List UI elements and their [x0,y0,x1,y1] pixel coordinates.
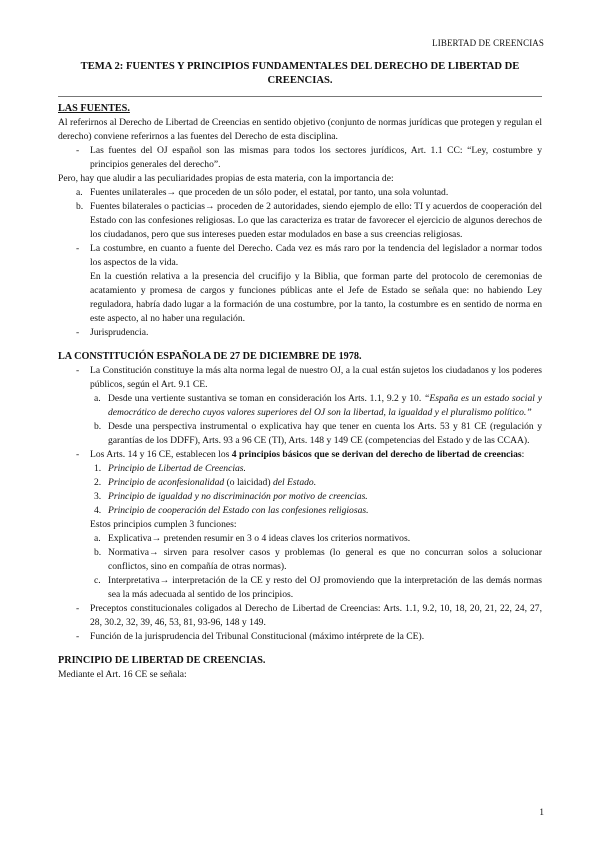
list-item [58,364,542,392]
list-item [58,546,542,574]
letter-marker: b. [94,421,102,432]
paragraph: En la cuestión relativa a la presencia del crucifijo y la Biblia, que forman parte del protocolo de ceremonias de acatamiento y promesa de cargos y funciones públicas ante el Jefe de Estado se señala que: no habiendo Ley reguladora, habría dado lugar a la formación de una costumbre, por la tanto, la costumbre es en sentido de norma en este aspecto, al no haber una regulación. [90,271,542,324]
text-run: Principio de aconfesionalidad [108,477,225,488]
list-text: Explicativa→ pretenden resumir en 3 o 4 ideas claves los criterios normativos. [108,533,411,544]
list-item [58,504,542,518]
list-text: Fuentes bilaterales o pacticias→ proceden de 2 autoridades, siendo ejemplo de ello: TI y acuerdos de cooperación del Estado con las confesiones religiosas. Lo que las caracteriza es tratar de favorecer el ejercicio de algunos derechos de los ciudadanos, pero que sus intereses pueden estar modulados en base a sus creencias religiosas. [90,201,542,240]
list-item [58,242,542,270]
list-text: Función de la jurisprudencia del Tribunal Constitucional (máximo intérprete de la CE). [90,631,425,642]
list-item [58,448,542,462]
list-item [58,462,542,476]
list-item [58,602,542,630]
number-marker: 1. [94,463,102,474]
paragraph: Al referirnos al Derecho de Libertad de Creencias en sentido objetivo (conjunto de normas jurídicas que protegen y regulan el derecho) conviene referirnos a las fuentes del Derecho de esta disciplina. [58,117,542,142]
number-marker: 4. [94,505,102,516]
list-item [58,532,542,546]
letter-marker: b. [76,201,84,212]
letter-marker: a. [94,393,101,404]
text-run: del Estado. [272,477,317,488]
letter-marker: c. [94,575,101,586]
list-item [58,420,542,448]
list-item [58,630,542,644]
page-number: 1 [539,807,544,818]
letter-marker: a. [94,533,101,544]
list-item [58,392,542,420]
text-run: (o laicidad) [224,477,273,488]
list-text: La Constitución constituye la más alta norma legal de nuestro OJ, a la cual están sujetos los ciudadanos y los poderes públicos, según el Art. 9.1 CE. [90,365,542,390]
dash-marker: - [76,603,80,614]
letter-marker: a. [76,187,83,198]
section-heading-constitucion: LA CONSTITUCIÓN ESPAÑOLA DE 27 DE DICIEMBRE DE 1978. [58,351,362,362]
title-divider [58,96,542,97]
list-text: La costumbre, en cuanto a fuente del Derecho. Cada vez es más raro por la tendencia del legislador a normar todos los aspectos de la vida. [90,243,542,268]
list-text: Principio de cooperación del Estado con las confesiones religiosas. [108,505,369,516]
section-heading-principio: PRINCIPIO DE LIBERTAD DE CREENCIAS. [58,655,266,666]
document-body [58,102,542,682]
list-item [58,144,542,172]
list-item [58,490,542,504]
paragraph: Pero, hay que aludir a las peculiaridades propias de esta materia, con la importancia de: [58,173,394,184]
section-heading-fuentes: LAS FUENTES. [58,103,130,114]
text-run: Desde una vertiente sustantiva se toman en consideración los Arts. 1.1, 9.2 y 10. [108,393,425,404]
list-text: Principio de Libertad de Creencias. [108,463,246,474]
list-text [108,476,542,490]
dash-marker: - [76,631,80,642]
list-item [58,200,542,242]
list-text: Principio de igualdad y no discriminación por motivo de creencias. [108,491,368,502]
list-text: Interpretativa→ interpretación de la CE y resto del OJ promoviendo que la interpretación de las demás normas sea la más adecuada al sentido de los principios. [108,575,542,600]
paragraph: Estos principios cumplen 3 funciones: [90,519,237,530]
list-text: Las fuentes del OJ español son las mismas para todos los sectores jurídicos, Art. 1.1 CC: “Ley, costumbre y principios generales del derecho”. [90,145,542,170]
number-marker: 3. [94,491,102,502]
text-run: : [521,449,525,460]
letter-marker: b. [94,547,102,558]
dash-marker: - [76,243,80,254]
page-title: TEMA 2: FUENTES Y PRINCIPIOS FUNDAMENTALES DEL DERECHO DE LIBERTAD DE CREENCIAS. [80,61,520,86]
text-run: Los Arts. 14 y 16 CE, establecen los [90,449,232,460]
paragraph: Mediante el Art. 16 CE se señala: [58,669,187,680]
dash-marker: - [76,327,80,338]
list-text: Jurisprudencia. [90,327,149,338]
dash-marker: - [76,145,80,156]
running-header: LIBERTAD DE CREENCIAS [432,38,544,48]
number-marker: 2. [94,477,102,488]
list-item [58,326,542,340]
list-text: Normativa→ sirven para resolver casos y problemas (lo general es que no concurran solos a solucionar conflictos, sino en compañía de otras normas). [108,547,542,572]
dash-marker: - [76,449,80,460]
list-text [108,392,542,420]
list-text: Preceptos constitucionales coligados al Derecho de Libertad de Creencias: Arts. 1.1, 9.2, 10, 18, 20, 21, 22, 24, 27, 28, 30.2, 32, 39, 46, 53, 81, 93-96, 148 y 149. [90,603,542,628]
list-text: Fuentes unilaterales→ que proceden de un sólo poder, el estatal, por tanto, una sola voluntad. [90,187,449,198]
list-item [58,476,542,490]
list-text: Desde una perspectiva instrumental o explicativa hay que tener en cuenta los Arts. 53 y 81 CE (regulación y garantías de los DDFF), Arts. 93 a 96 CE (TI), Arts. 148 y 149 CE (competencias del Estado y de las CCAA). [108,421,542,446]
dash-marker: - [76,365,80,376]
list-item [58,186,542,200]
bold-text: 4 principios básicos que se derivan del derecho de libertad de creencias [231,449,522,460]
quote-italic: “España es un estado social y democrático de derecho cuyos valores superiores del OJ son la libertad, la igualdad y el pluralismo político.” [108,393,542,418]
list-item [58,574,542,602]
list-text [90,448,542,462]
